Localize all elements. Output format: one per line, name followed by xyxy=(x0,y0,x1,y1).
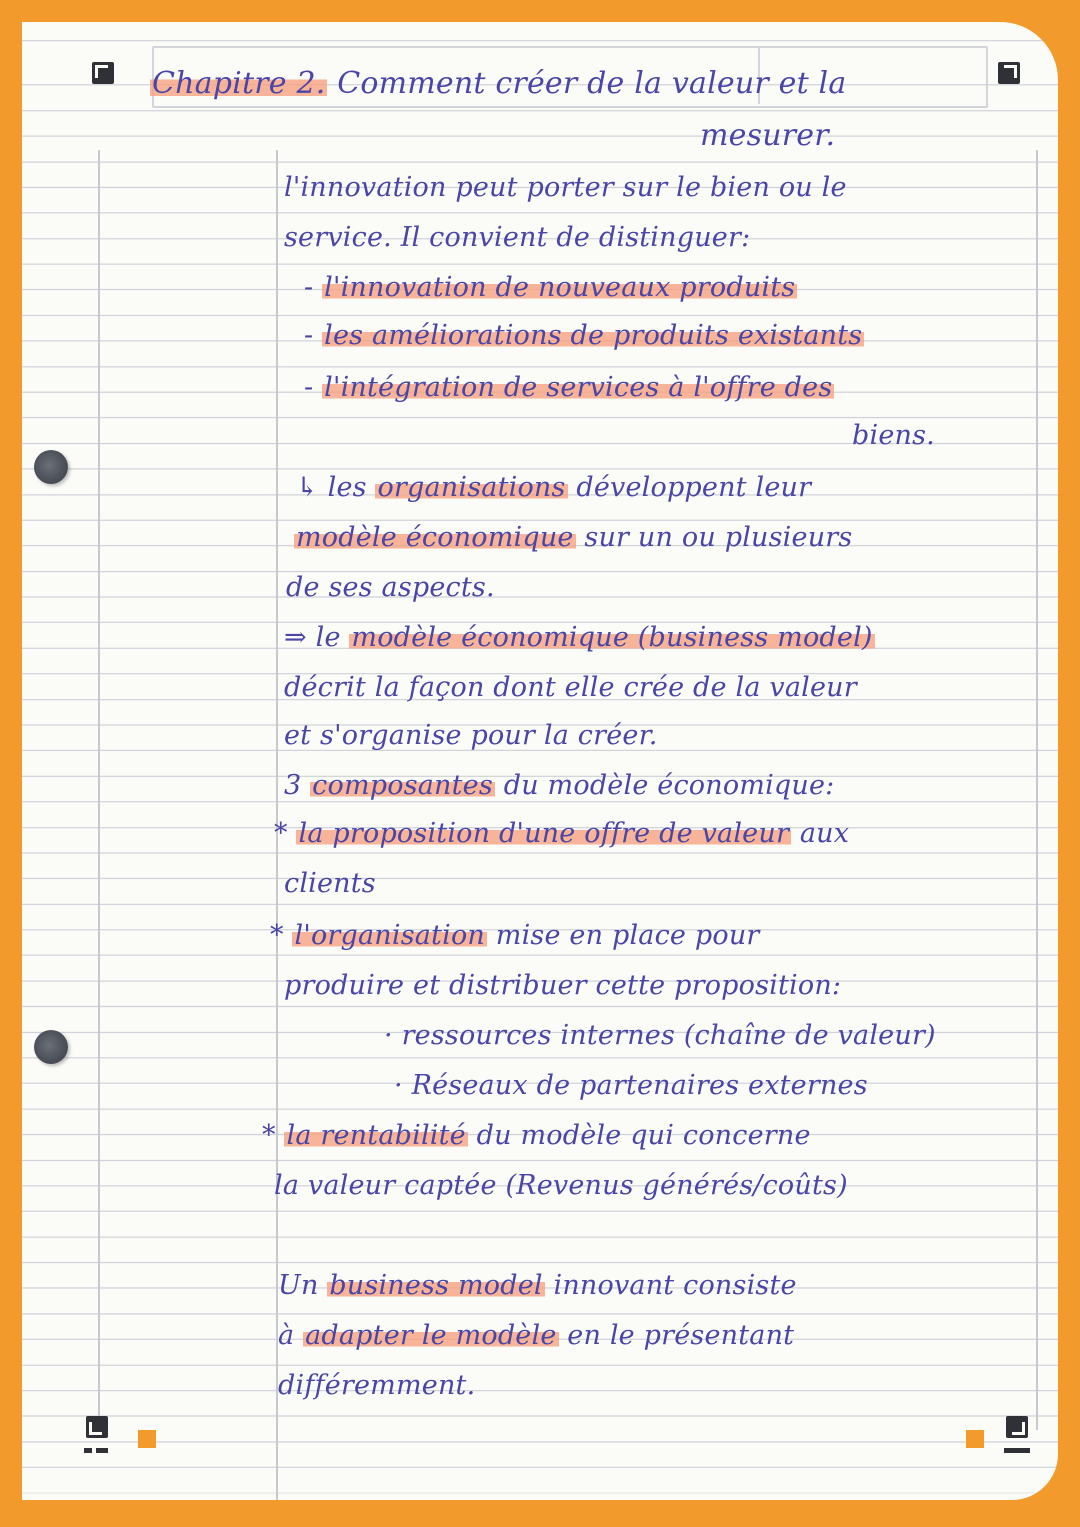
corner-mark-bottom-left-icon xyxy=(86,1416,108,1438)
note-text: - xyxy=(304,320,323,351)
note-text: * xyxy=(262,1120,285,1151)
note-line xyxy=(286,572,495,603)
note-text: produire et distribuer cette proposition: xyxy=(284,970,842,1001)
dash-mark xyxy=(1004,1448,1030,1453)
corner-mark-top-right-icon xyxy=(998,62,1020,84)
note-text: * xyxy=(274,818,297,849)
chapter-title-continued: mesurer. xyxy=(700,118,836,153)
notebook-page xyxy=(22,22,1058,1500)
highlighted-text: la proposition d'une offre de valeur xyxy=(298,818,790,849)
orange-square-mark xyxy=(138,1430,156,1448)
corner-mark-bottom-right-icon xyxy=(1006,1416,1028,1438)
note-text: l'innovation peut porter sur le bien ou le xyxy=(284,172,847,203)
highlighted-text: composantes xyxy=(312,770,493,801)
note-line xyxy=(284,622,875,653)
note-text: décrit la façon dont elle crée de la valeur xyxy=(284,672,857,703)
chapter-title: Chapitre 2. Comment créer de la valeur et la xyxy=(152,66,847,101)
left-margin-column xyxy=(98,150,278,1430)
highlighted-text: l'innovation de nouveaux produits xyxy=(324,272,796,303)
note-line xyxy=(296,472,811,503)
note-text: mise en place pour xyxy=(487,920,760,951)
note-text: et s'organise pour la créer. xyxy=(284,720,658,751)
note-line xyxy=(262,1120,811,1151)
note-text: - xyxy=(304,372,323,403)
note-line xyxy=(284,222,750,253)
highlighted-text: adapter le modèle xyxy=(305,1320,557,1351)
note-text: du modèle qui concerne xyxy=(467,1120,811,1151)
note-text: innovant consiste xyxy=(544,1270,797,1301)
note-line xyxy=(304,320,864,351)
highlighted-text: l'organisation xyxy=(294,920,485,951)
dash-mark xyxy=(96,1448,108,1453)
note-text: la valeur captée (Revenus générés/coûts) xyxy=(274,1170,848,1201)
note-text: * xyxy=(270,920,293,951)
note-line xyxy=(284,672,857,703)
note-text: différemment. xyxy=(278,1370,476,1401)
note-line xyxy=(274,818,849,849)
corner-mark-top-left-icon xyxy=(92,62,114,84)
note-text: service. Il convient de distinguer: xyxy=(284,222,751,253)
note-text: 3 xyxy=(284,770,311,801)
highlighted-text: l'intégration de services à l'offre des xyxy=(324,372,833,403)
highlighted-text: les améliorations de produits existants xyxy=(324,320,863,351)
note-text: · Réseaux de partenaires externes xyxy=(394,1070,868,1101)
note-text: en le présentant xyxy=(558,1320,795,1351)
highlighted-text: modèle économique xyxy=(296,522,574,553)
binder-hole xyxy=(34,1030,68,1064)
note-text: développent leur xyxy=(567,472,812,503)
highlighted-text: business model xyxy=(329,1270,543,1301)
note-text: sur un ou plusieurs xyxy=(575,522,853,553)
note-text: ↳ les xyxy=(296,472,376,503)
note-line xyxy=(284,970,841,1001)
highlighted-text: modèle économique (business model) xyxy=(351,622,873,653)
note-line xyxy=(274,1170,848,1201)
note-text: Un xyxy=(278,1270,328,1301)
note-text: à xyxy=(278,1320,304,1351)
note-line xyxy=(852,420,935,451)
note-line xyxy=(278,1320,794,1351)
note-text: biens. xyxy=(852,420,935,451)
note-line xyxy=(284,720,658,751)
note-line xyxy=(394,1070,868,1101)
note-text: aux xyxy=(791,818,850,849)
note-text: clients xyxy=(284,868,376,899)
right-border-line xyxy=(1036,150,1038,1430)
note-line xyxy=(284,172,847,203)
note-line xyxy=(294,522,852,553)
note-line xyxy=(304,272,797,303)
note-line xyxy=(284,868,376,899)
note-line xyxy=(304,372,834,403)
note-text: de ses aspects. xyxy=(286,572,495,603)
note-line xyxy=(384,1020,936,1051)
note-text: ⇒ le xyxy=(284,622,350,653)
note-line xyxy=(278,1370,475,1401)
note-line xyxy=(278,1270,797,1301)
note-text: du modèle économique: xyxy=(494,770,835,801)
note-line xyxy=(284,770,834,801)
orange-square-mark xyxy=(966,1430,984,1448)
highlighted-text: la rentabilité xyxy=(286,1120,466,1151)
highlighted-text: organisations xyxy=(377,472,566,503)
note-line xyxy=(270,920,760,951)
binder-hole xyxy=(34,450,68,484)
note-text: · ressources internes (chaîne de valeur) xyxy=(384,1020,936,1051)
dash-mark xyxy=(84,1448,92,1453)
note-text: - xyxy=(304,272,323,303)
